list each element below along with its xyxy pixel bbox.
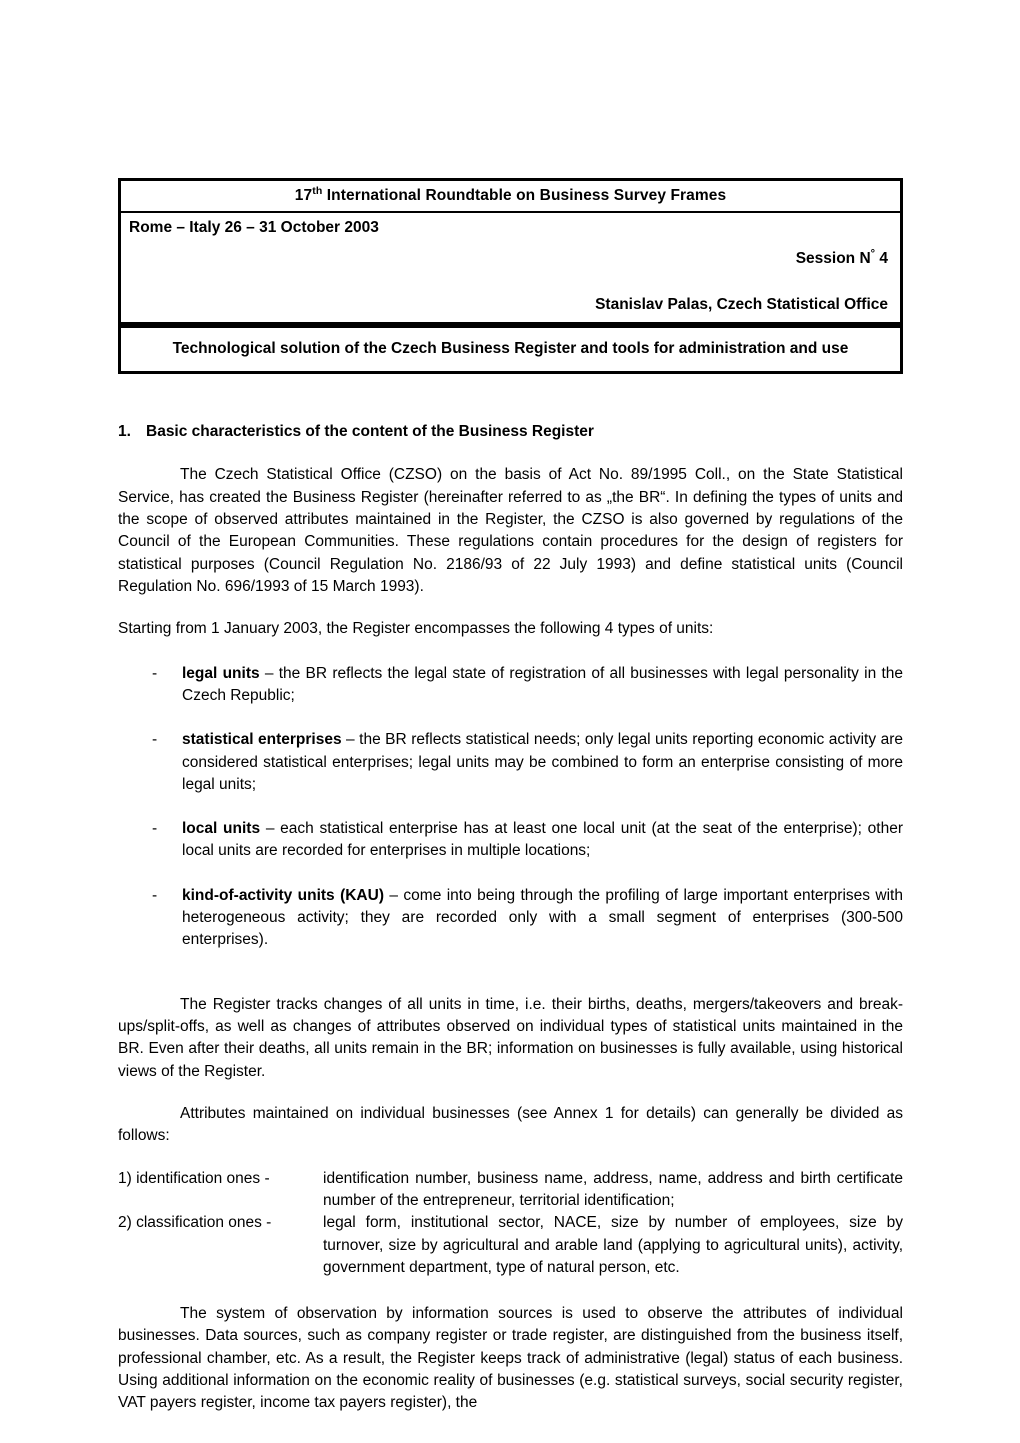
conference-title-number: 17 [294,187,313,204]
session-number: 4 [875,249,888,267]
conference-title-ordinal-suffix: th [312,184,323,197]
degree-icon: ° [870,247,876,260]
header-conference-title-row [121,181,900,213]
section-heading [118,421,903,443]
list-item [118,818,903,863]
section-heading-text: Basic characteristics of the content of the Business Register [146,422,594,440]
paper-title-row: Technological solution of the Czech Business Register and tools for administration and use [172,340,849,358]
section-number: 1. [118,422,131,440]
unit-type-term: local units [182,820,261,838]
unit-type-term: statistical enterprises [182,731,342,749]
dash-marker-icon: - [152,731,158,749]
unit-types-list [118,663,903,952]
list-item [118,729,903,796]
list-item [118,663,903,708]
unit-type-description: – the BR reflects the legal state of registration of all businesses with legal personality in the Czech Republic; [182,664,903,704]
unit-type-description: – the BR reflects statistical needs; only legal units reporting economic activity are considered statistical enterprises; legal units may be combined to form an enterprise consisting of more legal units; [182,731,903,793]
attribute-category-label: 2) classification ones - [118,1214,272,1232]
paragraph-observation-system: The system of observation by information sources is used to observe the attributes of individual businesses. Data sources, such as company register or trade register, are distinguished from the business itself, professional chamber, etc. As a result, the Register keeps track of administrative (legal) status of each business. Using additional information on the economic reality of businesses (e.g. statistical surveys, social security register, VAT payers register, income tax payers register), the [118,1305,903,1412]
attribute-category-value: identification number, business name, address, name, address and birth certificate number of the entrepreneur, territorial identification; [323,1169,903,1209]
dash-marker-icon: - [152,886,158,904]
list-item [118,885,903,952]
paragraph-register-tracking: The Register tracks changes of all units in time, i.e. their births, deaths, mergers/takeovers and break-ups/split-offs, as well as changes of attributes observed on individual types of statistical units maintained in the BR. Even after their deaths, all units remain in the BR; information on businesses is fully available, using historical views of the Register. [118,995,903,1080]
table-row [118,1168,903,1213]
header-table [118,178,903,374]
unit-type-description: – come into being through the profiling of large important enterprises with heterogeneous activity; they are recorded only with a small segment of enterprises (300-500 enterprises). [182,886,903,949]
attributes-list [118,1168,903,1280]
unit-type-term: kind-of-activity units (KAU) [182,886,384,904]
attribute-category-label: 1) identification ones - [118,1169,270,1187]
dash-marker-icon: - [152,664,158,682]
session-identifier [129,247,892,270]
attribute-category-value: legal form, institutional sector, NACE, size by number of employees, size by turnover, size by agricultural and arable land (applying to agricultural units), activity, government department, type of natural person, etc. [323,1214,903,1276]
author-affiliation: Stanislav Palas, Czech Statistical Office [595,295,888,313]
session-label: Session N [795,249,871,267]
header-details-row [121,213,900,328]
table-row [118,1212,903,1279]
paragraph-unit-types-lead: Starting from 1 January 2003, the Register encompasses the following 4 types of units: [118,620,714,638]
dash-marker-icon: - [152,820,158,838]
unit-type-description: – each statistical enterprise has at least one local unit (at the seat of the enterprise); other local units are recorded for enterprises in multiple locations; [182,820,904,860]
paragraph-intro: The Czech Statistical Office (CZSO) on the basis of Act No. 89/1995 Coll., on the State Statistical Service, has created the Business Register (hereinafter referred to as „the BR“. In defining the types of units and the scope of observed attributes maintained in the Register, the CZSO is also governed by regulations of the Council of the European Communities. These regulations contain procedures for the design of registers for statistical purposes (Council Regulation No. 2186/93 of 22 July 1993) and define statistical units (Council Regulation No. 696/1993 of 15 March 1993). [118,466,903,595]
unit-type-term: legal units [182,664,260,682]
conference-location-date: Rome – Italy 26 – 31 October 2003 [129,219,379,237]
conference-title-text: International Roundtable on Business Survey Frames [322,187,727,204]
page-content [118,0,903,1415]
paragraph-attributes-lead: Attributes maintained on individual businesses (see Annex 1 for details) can generally be divided as follows: [118,1104,903,1145]
